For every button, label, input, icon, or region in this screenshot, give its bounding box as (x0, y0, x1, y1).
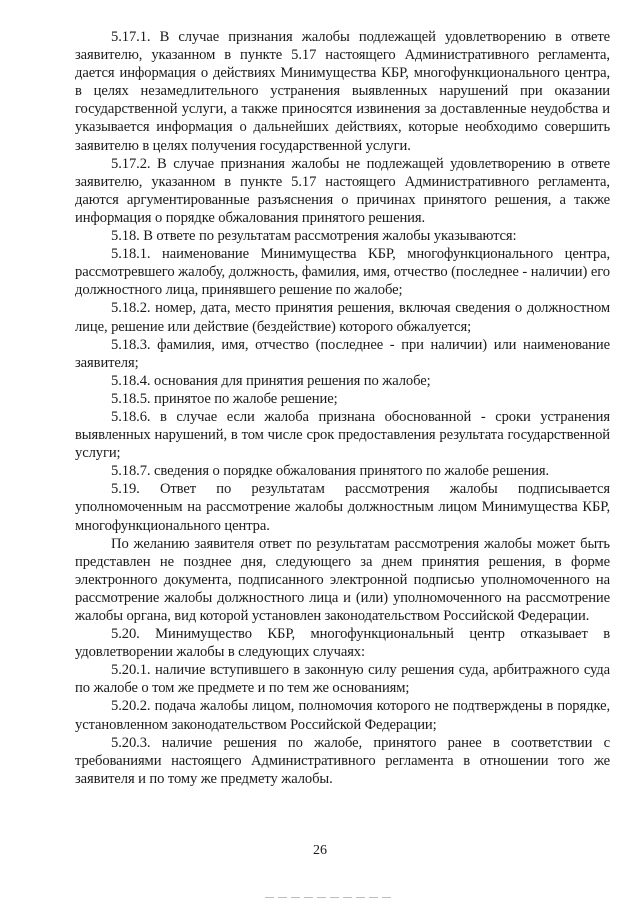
paragraph-5-17-2: 5.17.2. В случае признания жалобы не подлежащей удовлетворению в ответе заявителю, указанном в пункте 5.17 настоящего Административного регламента, даются аргументированные разъяснения о причинах принятого решения, а также информация о порядке обжалования принятого решения. (75, 155, 610, 226)
paragraph-5-18-7: 5.18.7. сведения о порядке обжалования принятого по жалобе решения. (111, 463, 549, 480)
paragraph-5-20-3: 5.20.3. наличие решения по жалобе, принятого ранее в соответствии с требованиями настоящего Административного регламента в отношении того же заявителя и по тому же предмету жалобы. (75, 734, 610, 787)
document-body (75, 28, 610, 788)
page-number: 26 (313, 843, 327, 858)
paragraph-5-18-3: 5.18.3. фамилия, имя, отчество (последнее - при наличии) или наименование заявителя; (75, 336, 610, 371)
paragraph-5-18-1: 5.18.1. наименование Минимущества КБР, многофункционального центра, рассмотревшего жалобу, должность, фамилия, имя, отчество (последнее - наличии) его должностного лица, принявшего решение по жалобе; (75, 246, 610, 299)
scan-edge-divider (265, 897, 395, 898)
paragraph-5-18-5: 5.18.5. принятое по жалобе решение; (111, 390, 338, 407)
paragraph-5-19: 5.19. Ответ по результатам рассмотрения жалобы подписывается уполномоченным на рассмотрение жалобы должностным лицом Минимущества КБР, многофункционального центра. (75, 481, 610, 534)
paragraph-5-20-1: 5.20.1. наличие вступившего в законную силу решения суда, арбитражного суда по жалобе о том же предмете и по тем же основаниям; (75, 662, 610, 697)
paragraph-5-20: 5.20. Минимущество КБР, многофункциональный центр отказывает в удовлетворении жалобы в следующих случаях: (75, 626, 610, 661)
paragraph-5-18: 5.18. В ответе по результатам рассмотрения жалобы указываются: (111, 228, 517, 245)
paragraph-electronic-response: По желанию заявителя ответ по результатам рассмотрения жалобы может быть представлен не позднее дня, следующего за днем принятия решения, в форме электронного документа, подписанного электронной подписью уполномоченного на рассмотрение жалобы должностного лица и (или) уполномоченного на рассмотрение жалобы органа, вид которой установлен законодательством Российской Федерации. (75, 535, 610, 624)
paragraph-5-20-2: 5.20.2. подача жалобы лицом, полномочия которого не подтверждены в порядке, установленном законодательством Российской Федерации; (75, 698, 610, 733)
paragraph-5-18-2: 5.18.2. номер, дата, место принятия решения, включая сведения о должностном лице, решение или действие (бездействие) которого обжалуется; (75, 300, 610, 335)
paragraph-5-17-1: 5.17.1. В случае признания жалобы подлежащей удовлетворению в ответе заявителю, указанном в пункте 5.17 настоящего Административного регламента, дается информация о действиях Минимущества КБР, многофункционального центра, в целях незамедлительного устранения выявленных нарушений при оказании государственной услуги, а также приносятся извинения за доставленные неудобства и указывается информация о дальнейших действиях, которые необходимо совершить заявителю в целях получения государственной услуги. (75, 29, 610, 154)
paragraph-5-18-6: 5.18.6. в случае если жалоба признана обоснованной - сроки устранения выявленных нарушений, в том числе срок предоставления результата государственной услуги; (75, 408, 610, 462)
paragraph-5-18-4: 5.18.4. основания для принятия решения по жалобе; (111, 372, 431, 389)
